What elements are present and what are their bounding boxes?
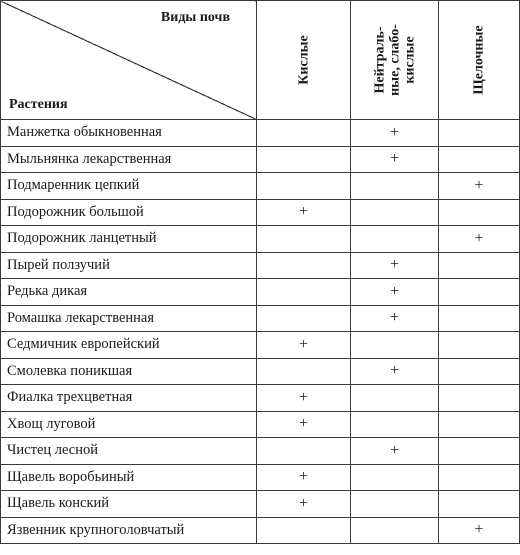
mark-cell-acidic (257, 279, 351, 306)
table-row (1, 252, 520, 279)
corner-header-cell (1, 1, 257, 120)
mark-cell-neutral: + (351, 279, 439, 306)
table-row (1, 332, 520, 359)
plant-name-cell: Подорожник ланцетный (1, 226, 257, 253)
table-row (1, 173, 520, 200)
mark-cell-neutral: + (351, 120, 439, 147)
plants-label: Растения (9, 97, 68, 112)
mark-cell-alkaline (439, 411, 520, 438)
plant-name-cell: Подорожник большой (1, 199, 257, 226)
mark-cell-alkaline (439, 252, 520, 279)
mark-cell-alkaline (439, 279, 520, 306)
mark-cell-alkaline: + (439, 173, 520, 200)
mark-cell-alkaline (439, 491, 520, 518)
mark-cell-neutral (351, 491, 439, 518)
mark-cell-alkaline (439, 146, 520, 173)
plant-name-cell: Щавель воробьиный (1, 464, 257, 491)
mark-cell-neutral (351, 199, 439, 226)
table-row (1, 146, 520, 173)
mark-cell-neutral: + (351, 305, 439, 332)
column-header-neutral-label: Нейтраль- ные, слабо- кислые (372, 24, 417, 96)
mark-cell-neutral (351, 332, 439, 359)
mark-cell-neutral: + (351, 438, 439, 465)
plant-name-cell: Чистец лесной (1, 438, 257, 465)
mark-cell-alkaline (439, 332, 520, 359)
table-row (1, 517, 520, 544)
mark-cell-acidic (257, 438, 351, 465)
mark-cell-alkaline (439, 120, 520, 147)
table-row (1, 438, 520, 465)
mark-cell-alkaline (439, 305, 520, 332)
plant-name-cell: Седмичник европейский (1, 332, 257, 359)
mark-cell-neutral (351, 464, 439, 491)
mark-cell-neutral (351, 173, 439, 200)
plant-name-cell: Редька дикая (1, 279, 257, 306)
table-row (1, 199, 520, 226)
table-row (1, 385, 520, 412)
mark-cell-acidic: + (257, 491, 351, 518)
table-row (1, 491, 520, 518)
column-header-acidic (257, 1, 351, 120)
mark-cell-alkaline (439, 358, 520, 385)
plant-name-cell: Щавель конский (1, 491, 257, 518)
mark-cell-acidic: + (257, 332, 351, 359)
mark-cell-neutral: + (351, 252, 439, 279)
table-row (1, 279, 520, 306)
mark-cell-acidic (257, 173, 351, 200)
column-header-acidic-label: Кислые (296, 35, 311, 85)
plant-name-cell: Фиалка трехцветная (1, 385, 257, 412)
mark-cell-acidic (257, 305, 351, 332)
column-header-neutral (351, 1, 439, 120)
plant-name-cell: Манжетка обыкновенная (1, 120, 257, 147)
mark-cell-neutral: + (351, 358, 439, 385)
mark-cell-neutral (351, 226, 439, 253)
mark-cell-alkaline (439, 199, 520, 226)
table-row (1, 411, 520, 438)
plant-name-cell: Ромашка лекарственная (1, 305, 257, 332)
column-header-alkaline (439, 1, 520, 120)
mark-cell-acidic: + (257, 385, 351, 412)
mark-cell-neutral (351, 411, 439, 438)
mark-cell-neutral (351, 517, 439, 544)
mark-cell-acidic (257, 146, 351, 173)
mark-cell-alkaline (439, 464, 520, 491)
mark-cell-acidic: + (257, 411, 351, 438)
header-row (1, 1, 520, 120)
plant-name-cell: Хвощ луговой (1, 411, 257, 438)
plant-name-cell: Мыльнянка лекарственная (1, 146, 257, 173)
soil-types-label: Виды почв (160, 10, 230, 25)
mark-cell-neutral: + (351, 146, 439, 173)
plant-name-cell: Язвенник крупноголовчатый (1, 517, 257, 544)
table-row (1, 358, 520, 385)
mark-cell-acidic (257, 120, 351, 147)
mark-cell-acidic (257, 252, 351, 279)
mark-cell-neutral (351, 385, 439, 412)
mark-cell-alkaline: + (439, 226, 520, 253)
mark-cell-alkaline (439, 438, 520, 465)
mark-cell-acidic (257, 358, 351, 385)
mark-cell-acidic (257, 226, 351, 253)
table-row (1, 305, 520, 332)
plant-name-cell: Пырей ползучий (1, 252, 257, 279)
table-row (1, 464, 520, 491)
column-header-alkaline-label: Щелочные (471, 25, 487, 95)
mark-cell-alkaline (439, 385, 520, 412)
mark-cell-alkaline: + (439, 517, 520, 544)
table-row (1, 226, 520, 253)
mark-cell-acidic: + (257, 464, 351, 491)
plant-name-cell: Подмаренник цепкий (1, 173, 257, 200)
mark-cell-acidic (257, 517, 351, 544)
table-body (1, 120, 520, 544)
table-row (1, 120, 520, 147)
plant-name-cell: Смолевка поникшая (1, 358, 257, 385)
mark-cell-acidic: + (257, 199, 351, 226)
